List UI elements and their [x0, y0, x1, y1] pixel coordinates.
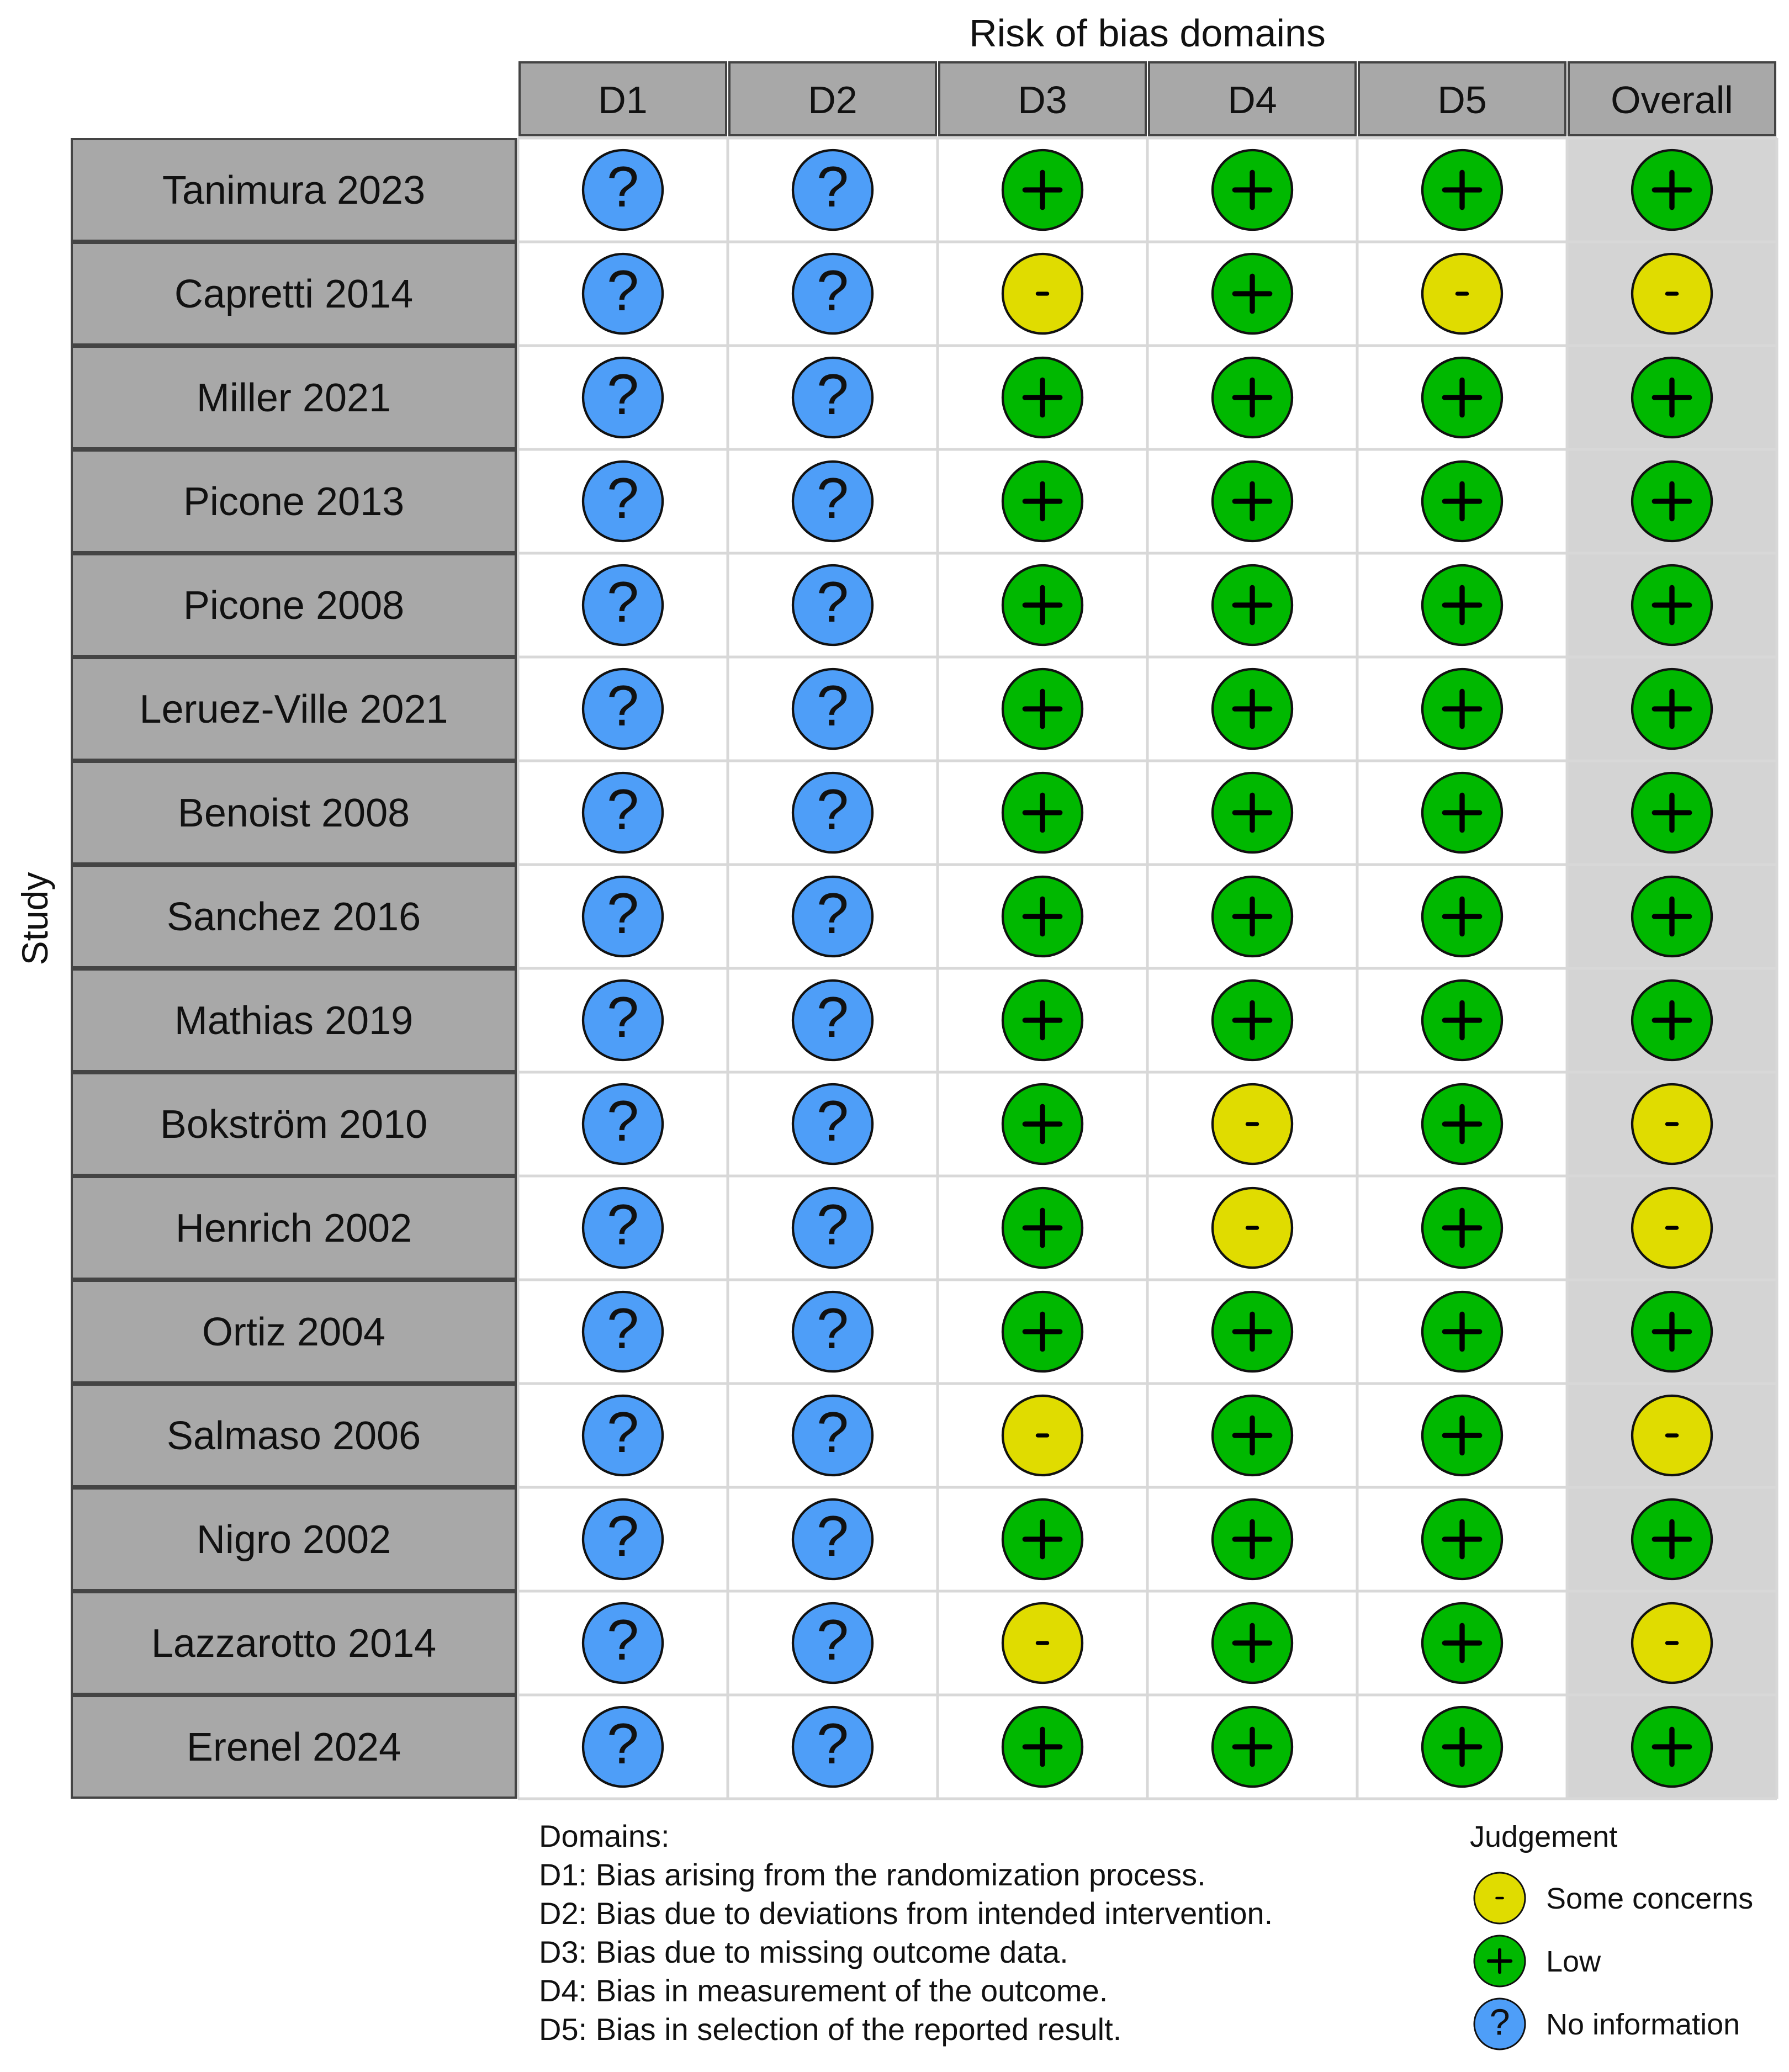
question-mark-icon: ?	[816, 1089, 849, 1154]
study-label: Mathias 2019	[174, 999, 414, 1043]
question-mark-icon: ?	[816, 466, 849, 531]
judgement-marker	[1422, 1292, 1502, 1371]
judgement-marker	[1632, 1084, 1712, 1164]
judgement-marker	[1422, 462, 1502, 541]
judgement-marker	[1422, 1707, 1502, 1787]
question-mark-icon: ?	[606, 1296, 639, 1361]
judgement-marker	[583, 773, 663, 852]
judgement-marker	[793, 1292, 872, 1371]
judgement-marker	[1422, 150, 1502, 230]
question-mark-icon: ?	[606, 466, 639, 531]
judgement-marker	[1003, 669, 1082, 749]
question-mark-icon: ?	[606, 881, 639, 946]
judgement-marker	[1213, 1084, 1292, 1164]
study-label: Miller 2021	[196, 376, 391, 420]
judgement-marker	[793, 150, 872, 230]
judgement-marker	[1003, 462, 1082, 541]
judgement-marker	[1213, 1292, 1292, 1371]
judgement-marker	[1003, 1084, 1082, 1164]
question-mark-icon: ?	[606, 155, 639, 220]
judgement-marker	[1422, 1603, 1502, 1683]
question-mark-icon: ?	[816, 1608, 849, 1673]
domain-description: D1: Bias arising from the randomization process.	[539, 1857, 1206, 1892]
judgement-marker	[583, 565, 663, 645]
study-label: Capretti 2014	[174, 272, 414, 316]
domain-description: D2: Bias due to deviations from intended intervention.	[539, 1896, 1273, 1931]
judgement-marker	[1422, 1499, 1502, 1579]
question-mark-icon: ?	[606, 258, 639, 324]
question-mark-icon: ?	[816, 1504, 849, 1569]
judgement-marker	[793, 358, 872, 437]
question-mark-icon: ?	[816, 1193, 849, 1258]
study-label: Salmaso 2006	[166, 1414, 421, 1458]
judgement-marker	[1213, 773, 1292, 852]
judgement-marker	[1422, 565, 1502, 645]
judgement-legend	[1470, 1820, 1753, 2049]
study-label: Tanimura 2023	[162, 168, 426, 213]
column-header-label: D5	[1437, 78, 1487, 121]
judgement-marker	[1213, 254, 1292, 333]
domains-title: Domains:	[539, 1819, 670, 1853]
column-header-label: Overall	[1611, 78, 1733, 121]
judgement-marker	[1003, 358, 1082, 437]
judgement-marker	[1213, 358, 1292, 437]
chart-title: Risk of bias domains	[969, 12, 1326, 55]
judgement-marker	[1003, 150, 1082, 230]
study-label: Benoist 2008	[177, 791, 410, 835]
judgement-marker	[793, 877, 872, 956]
judgement-marker	[583, 1499, 663, 1579]
question-mark-icon: ?	[606, 674, 639, 739]
study-label: Nigro 2002	[196, 1518, 391, 1562]
study-labels	[72, 139, 516, 1798]
judgement-marker	[1632, 981, 1712, 1060]
question-mark-icon: ?	[606, 362, 639, 427]
judgement-marker	[1213, 1188, 1292, 1268]
question-mark-icon: ?	[606, 570, 639, 635]
domain-description: D5: Bias in selection of the reported result.	[539, 2012, 1122, 2047]
judgement-marker	[1003, 1188, 1082, 1268]
question-mark-icon: ?	[606, 1193, 639, 1258]
judgement-marker	[1422, 1396, 1502, 1475]
question-mark-icon: ?	[816, 362, 849, 427]
judgement-marker	[1632, 565, 1712, 645]
judgement-marker	[583, 1292, 663, 1371]
judgement-marker	[793, 1603, 872, 1683]
study-label: Sanchez 2016	[166, 895, 421, 939]
judgement-marker	[1632, 1499, 1712, 1579]
question-mark-icon: ?	[816, 1296, 849, 1361]
judgement-marker	[1422, 254, 1502, 333]
question-mark-icon: ?	[606, 1089, 639, 1154]
judgement-marker	[793, 254, 872, 333]
judgement-marker	[793, 669, 872, 749]
judgement-marker	[583, 1396, 663, 1475]
legend-label: Some concerns	[1546, 1882, 1754, 1915]
legend-label: No information	[1546, 2008, 1740, 2041]
judgement-marker	[1003, 1396, 1082, 1475]
judgement-marker	[583, 254, 663, 333]
judgement-marker	[583, 1603, 663, 1683]
judgement-marker	[1003, 1499, 1082, 1579]
question-mark-icon: ?	[816, 674, 849, 739]
question-mark-icon: ?	[606, 1608, 639, 1673]
judgement-marker	[1632, 462, 1712, 541]
judgement-marker	[793, 1188, 872, 1268]
judgement-marker	[1213, 981, 1292, 1060]
domains-legend	[539, 1819, 1273, 2047]
question-mark-icon: ?	[606, 777, 639, 842]
legend-title: Judgement	[1470, 1820, 1618, 1853]
judgement-marker	[1213, 1707, 1292, 1787]
study-label: Lazzarotto 2014	[151, 1621, 437, 1666]
judgement-marker	[1213, 1603, 1292, 1683]
question-mark-icon: ?	[816, 1400, 849, 1465]
study-label: Picone 2008	[183, 584, 405, 628]
column-headers	[520, 62, 1775, 135]
judgement-marker	[1003, 981, 1082, 1060]
judgement-marker	[583, 358, 663, 437]
judgement-marker	[1422, 358, 1502, 437]
study-label: Ortiz 2004	[202, 1310, 386, 1354]
question-mark-icon: ?	[606, 985, 639, 1050]
question-mark-icon: ?	[816, 985, 849, 1050]
judgement-marker	[583, 462, 663, 541]
question-mark-icon: ?	[816, 258, 849, 324]
judgement-marker	[1422, 1188, 1502, 1268]
judgement-marker	[1003, 1603, 1082, 1683]
judgement-marker	[1632, 669, 1712, 749]
legend-label: Low	[1546, 1945, 1601, 1978]
judgement-marker	[793, 981, 872, 1060]
judgement-marker	[1422, 1084, 1502, 1164]
column-header-label: D3	[1018, 78, 1067, 121]
judgement-marker	[1213, 1396, 1292, 1475]
judgement-marker	[1213, 877, 1292, 956]
judgement-marker	[583, 669, 663, 749]
legend-marker	[1474, 1936, 1525, 1986]
question-mark-icon: ?	[606, 1504, 639, 1569]
study-label: Erenel 2024	[186, 1725, 401, 1769]
judgement-marker	[583, 1188, 663, 1268]
judgement-marker	[583, 1707, 663, 1787]
judgement-marker	[1632, 1603, 1712, 1683]
column-header-label: D4	[1227, 78, 1277, 121]
judgement-marker	[793, 462, 872, 541]
judgement-marker	[1003, 773, 1082, 852]
judgement-marker	[1632, 1396, 1712, 1475]
judgement-marker	[1422, 981, 1502, 1060]
judgement-marker	[793, 1707, 872, 1787]
judgement-marker	[793, 1499, 872, 1579]
judgement-marker	[1213, 565, 1292, 645]
question-mark-icon: ?	[816, 570, 849, 635]
judgement-marker	[1632, 1292, 1712, 1371]
domain-description: D4: Bias in measurement of the outcome.	[539, 1973, 1108, 2008]
judgement-marker	[1422, 877, 1502, 956]
column-header-label: D1	[598, 78, 648, 121]
domain-description: D3: Bias due to missing outcome data.	[539, 1935, 1068, 1969]
question-mark-icon: ?	[1489, 2002, 1510, 2043]
judgement-marker	[793, 565, 872, 645]
question-mark-icon: ?	[606, 1400, 639, 1465]
judgement-marker	[1632, 150, 1712, 230]
study-label: Henrich 2002	[175, 1206, 412, 1250]
judgement-marker	[1003, 1292, 1082, 1371]
question-mark-icon: ?	[816, 881, 849, 946]
study-label: Picone 2013	[183, 480, 405, 524]
judgement-marker	[1632, 1188, 1712, 1268]
question-mark-icon: ?	[816, 777, 849, 842]
judgement-marker	[1632, 1707, 1712, 1787]
legend-marker	[1474, 1999, 1525, 2049]
judgement-marker	[1422, 773, 1502, 852]
judgement-marker	[793, 1396, 872, 1475]
judgement-marker	[1003, 565, 1082, 645]
question-mark-icon: ?	[816, 155, 849, 220]
judgement-marker	[1632, 773, 1712, 852]
question-mark-icon: ?	[606, 1711, 639, 1777]
question-mark-icon: ?	[816, 1711, 849, 1777]
judgement-marker	[793, 1084, 872, 1164]
column-header-label: D2	[808, 78, 858, 121]
judgement-marker	[1632, 877, 1712, 956]
y-axis-label: Study	[14, 872, 55, 966]
judgement-marker	[793, 773, 872, 852]
judgement-marker	[1213, 1499, 1292, 1579]
judgement-marker	[1213, 150, 1292, 230]
judgement-marker	[1213, 669, 1292, 749]
judgement-marker	[1003, 254, 1082, 333]
judgement-marker	[583, 981, 663, 1060]
judgement-marker	[583, 1084, 663, 1164]
judgement-marker	[1422, 669, 1502, 749]
study-label: Bokström 2010	[160, 1103, 428, 1147]
judgement-marker	[1213, 462, 1292, 541]
judgement-marker	[583, 150, 663, 230]
legend-marker	[1474, 1873, 1525, 1923]
judgement-marker	[1003, 877, 1082, 956]
study-label: Leruez-Ville 2021	[139, 687, 448, 732]
judgement-marker	[1003, 1707, 1082, 1787]
judgement-marker	[1632, 254, 1712, 333]
judgement-marker	[583, 877, 663, 956]
judgement-marker	[1632, 358, 1712, 437]
